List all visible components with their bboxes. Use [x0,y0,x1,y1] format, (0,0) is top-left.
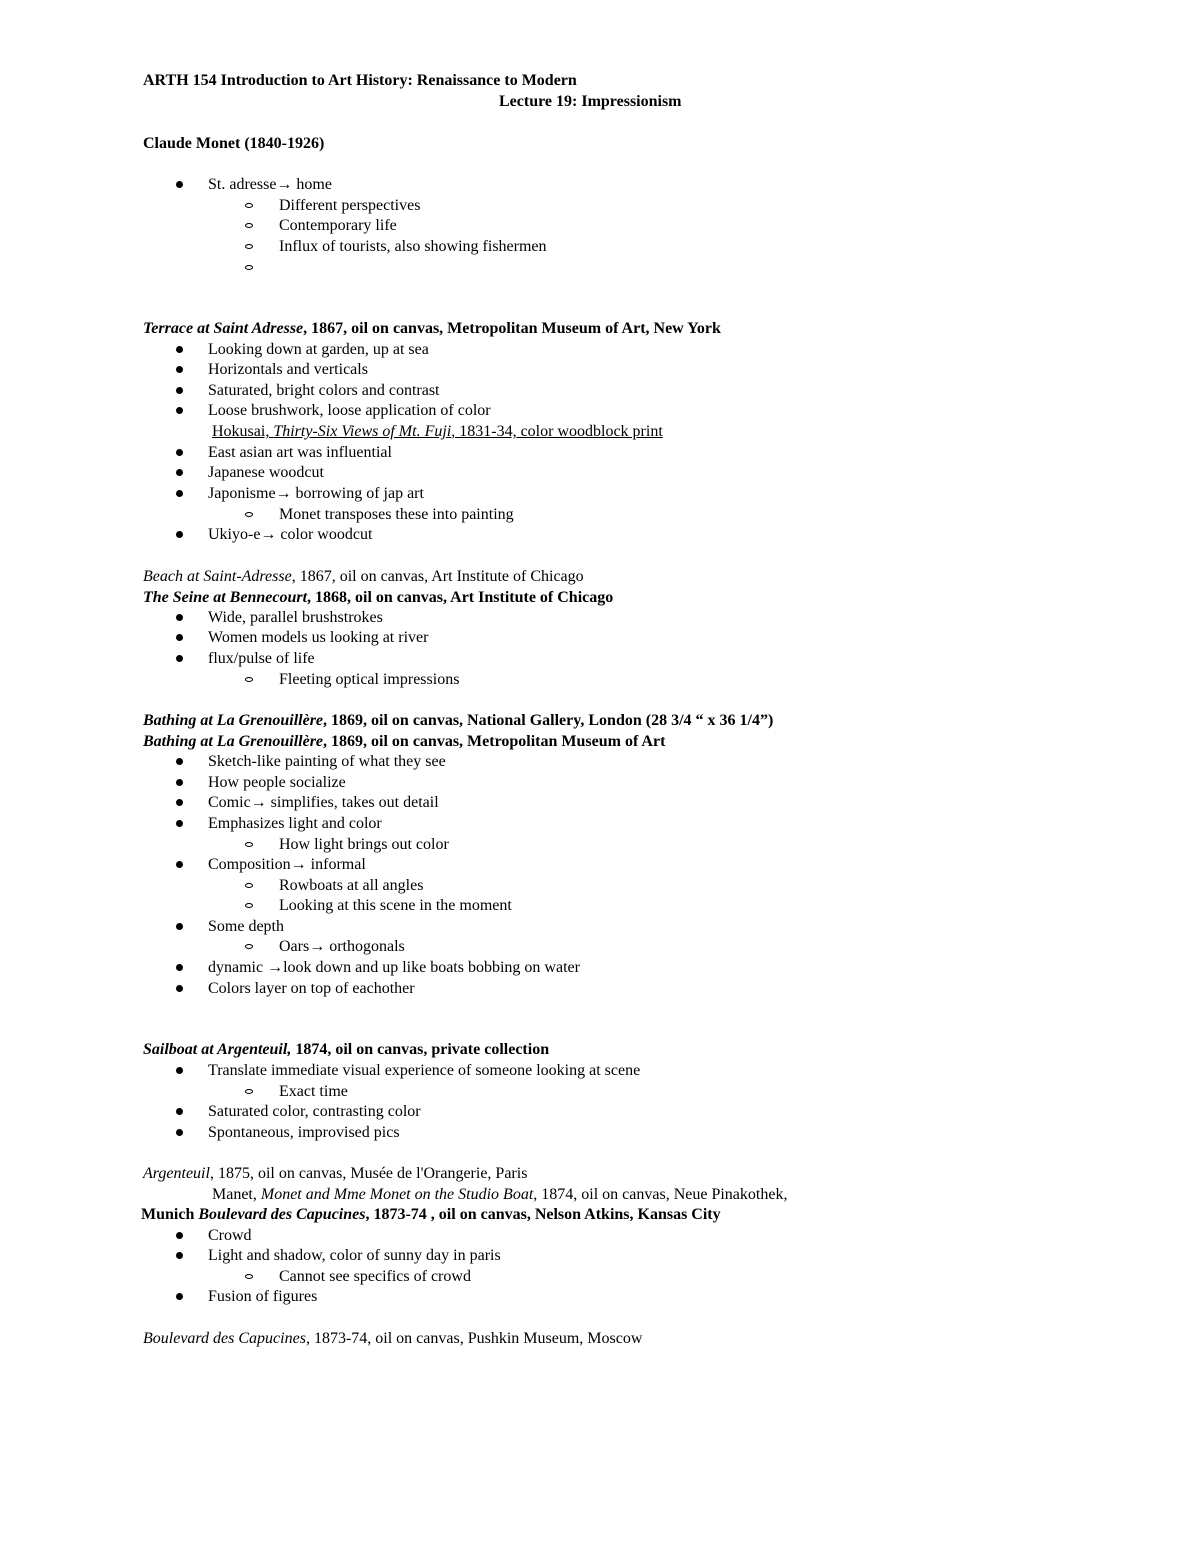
artwork-details: 1874, oil on canvas, private collection [291,1041,550,1058]
list-item: Saturated color, contrasting color [208,1103,421,1120]
list-item: St. adresse→ home [208,176,332,193]
list-item: Oars→ orthogonals [279,938,405,955]
artwork-heading: Terrace at Saint Adresse, 1867, oil on canvas, Metropolitan Museum of Art, New York [143,320,721,337]
sub-bullet-icon [245,1274,253,1279]
bullet-icon [176,1067,183,1074]
artwork-heading [143,732,665,752]
reference-line [212,422,663,442]
artwork-heading [143,1164,527,1184]
sub-bullet-icon [245,265,253,270]
list-item: Fusion of figures [208,1288,318,1305]
artwork-heading [143,1329,642,1349]
list-item: Saturated, bright colors and contrast [208,382,440,399]
list-item: Japanese woodcut [208,464,324,481]
list-item: dynamic →look down and up like boats bobbing on water [208,959,580,976]
bullet-icon [176,469,183,476]
bullet-icon [176,531,183,538]
ref-details: , 1831-34, color woodblock print [451,423,663,440]
artwork-details: 1867, oil on canvas, Metropolitan Museum of Art, New York [311,320,721,337]
list-item: Fleeting optical impressions [279,671,460,688]
bullet-icon [176,634,183,641]
bullet-icon [176,407,183,414]
artwork-details: , 1869, oil on canvas, Metropolitan Museum of Art [323,733,666,750]
bullet-icon [176,1293,183,1300]
sub-bullet-icon [245,203,253,208]
ref-artist: Manet, [212,1186,261,1203]
bullet-icon [176,366,183,373]
list-item: Horizontals and verticals [208,361,368,378]
sub-bullet-icon [245,883,253,888]
bullet-icon [176,923,183,930]
artwork-details: , 1873-74, oil on canvas, Pushkin Museum, Moscow [305,1330,643,1347]
bullet-icon [176,614,183,621]
bullet-icon [176,490,183,497]
artwork-heading [141,1205,721,1225]
list-item: Women models us looking at river [208,629,429,646]
bullet-icon [176,449,183,456]
artwork-heading [143,588,613,608]
bullet-icon [176,1232,183,1239]
list-item: Sketch-like painting of what they see [208,753,446,770]
list-item: Contemporary life [279,217,397,234]
bullet-icon [176,181,183,188]
list-item: Translate immediate visual experience of someone looking at scene [208,1062,641,1079]
ref-details: , 1874, oil on canvas, Neue Pinakothek, [533,1186,788,1203]
list-item: East asian art was influential [208,444,392,461]
list-item: How people socialize [208,774,346,791]
list-item: Crowd [208,1227,252,1244]
sub-bullet-icon [245,677,253,682]
location-prefix: Munich [141,1206,199,1223]
list-item: Rowboats at all angles [279,877,424,894]
artwork-title: Beach at Saint-Adresse [143,568,292,585]
bullet-icon [176,346,183,353]
sub-bullet-icon [245,1089,253,1094]
list-item: Looking at this scene in the moment [279,897,512,914]
list-item: Composition→ informal [208,856,366,873]
bullet-icon [176,758,183,765]
artwork-heading [143,567,584,587]
artwork-details: , 1875, oil on canvas, Musée de l'Orangerie, Paris [209,1165,528,1182]
sub-bullet-icon [245,512,253,517]
bullet-icon [176,655,183,662]
list-item: Emphasizes light and color [208,815,382,832]
list-item: Spontaneous, improvised pics [208,1124,400,1141]
list-item: Japonisme→ borrowing of jap art [208,485,424,502]
ref-title: Thirty-Six Views of Mt. Fuji [273,423,452,440]
artwork-heading [143,1040,549,1060]
bullet-icon [176,799,183,806]
sub-bullet-icon [245,903,253,908]
course-title: ARTH 154 Introduction to Art History: Renaissance to Modern [143,72,577,89]
list-item: Colors layer on top of eachother [208,980,415,997]
lecture-title: Lecture 19: Impressionism [499,93,682,110]
sub-bullet-icon [245,944,253,949]
bullet-icon [176,861,183,868]
list-item: Exact time [279,1083,348,1100]
list-item: Different perspectives [279,197,421,214]
reference-line [212,1185,787,1205]
artwork-title: Boulevard des Capucines [143,1330,306,1347]
artwork-title: Boulevard des Capucines [198,1206,366,1223]
bullet-icon [176,820,183,827]
bullet-icon [176,387,183,394]
artwork-details: , 1868, oil on canvas, Art Institute of Chicago [307,589,614,606]
list-item: Wide, parallel brushstrokes [208,609,383,626]
bullet-icon [176,1252,183,1259]
artist-heading: Claude Monet (1840-1926) [143,135,325,152]
artwork-title: The Seine at Bennecourt [143,589,308,606]
list-item: Influx of tourists, also showing fishermen [279,238,547,255]
sub-bullet-icon [245,842,253,847]
bullet-icon [176,985,183,992]
artwork-title: Argenteuil [143,1165,210,1182]
artwork-title: Bathing at La Grenouillère [143,712,324,729]
bullet-icon [176,1108,183,1115]
artwork-details: , 1869, oil on canvas, National Gallery, London (28 3/4 “ x 36 1/4”) [323,712,774,729]
list-item: Loose brushwork, loose application of color [208,402,491,419]
bullet-icon [176,779,183,786]
artwork-details: , 1873-74 , oil on canvas, Nelson Atkins, Kansas City [365,1206,721,1223]
list-item: Comic→ simplifies, takes out detail [208,794,439,811]
artwork-details: , 1867, oil on canvas, Art Institute of Chicago [291,568,584,585]
list-item: Looking down at garden, up at sea [208,341,429,358]
artwork-title: Terrace at Saint Adresse [143,320,304,337]
ref-title: Monet and Mme Monet on the Studio Boat [260,1186,534,1203]
list-item: Monet transposes these into painting [279,506,514,523]
list-item: flux/pulse of life [208,650,315,667]
artwork-title: Bathing at La Grenouillère [143,733,324,750]
artwork-title: Sailboat at Argenteuil, [143,1041,292,1058]
list-item: Cannot see specifics of crowd [279,1268,471,1285]
list-item: How light brings out color [279,836,449,853]
ref-artist: Hokusai, [212,423,274,440]
artwork-heading [143,711,773,731]
list-item: Ukiyo-e→ color woodcut [208,526,373,543]
bullet-icon [176,964,183,971]
bullet-icon [176,1129,183,1136]
list-item: Light and shadow, color of sunny day in paris [208,1247,501,1264]
list-item: Some depth [208,918,284,935]
sub-bullet-icon [245,223,253,228]
sub-bullet-icon [245,244,253,249]
